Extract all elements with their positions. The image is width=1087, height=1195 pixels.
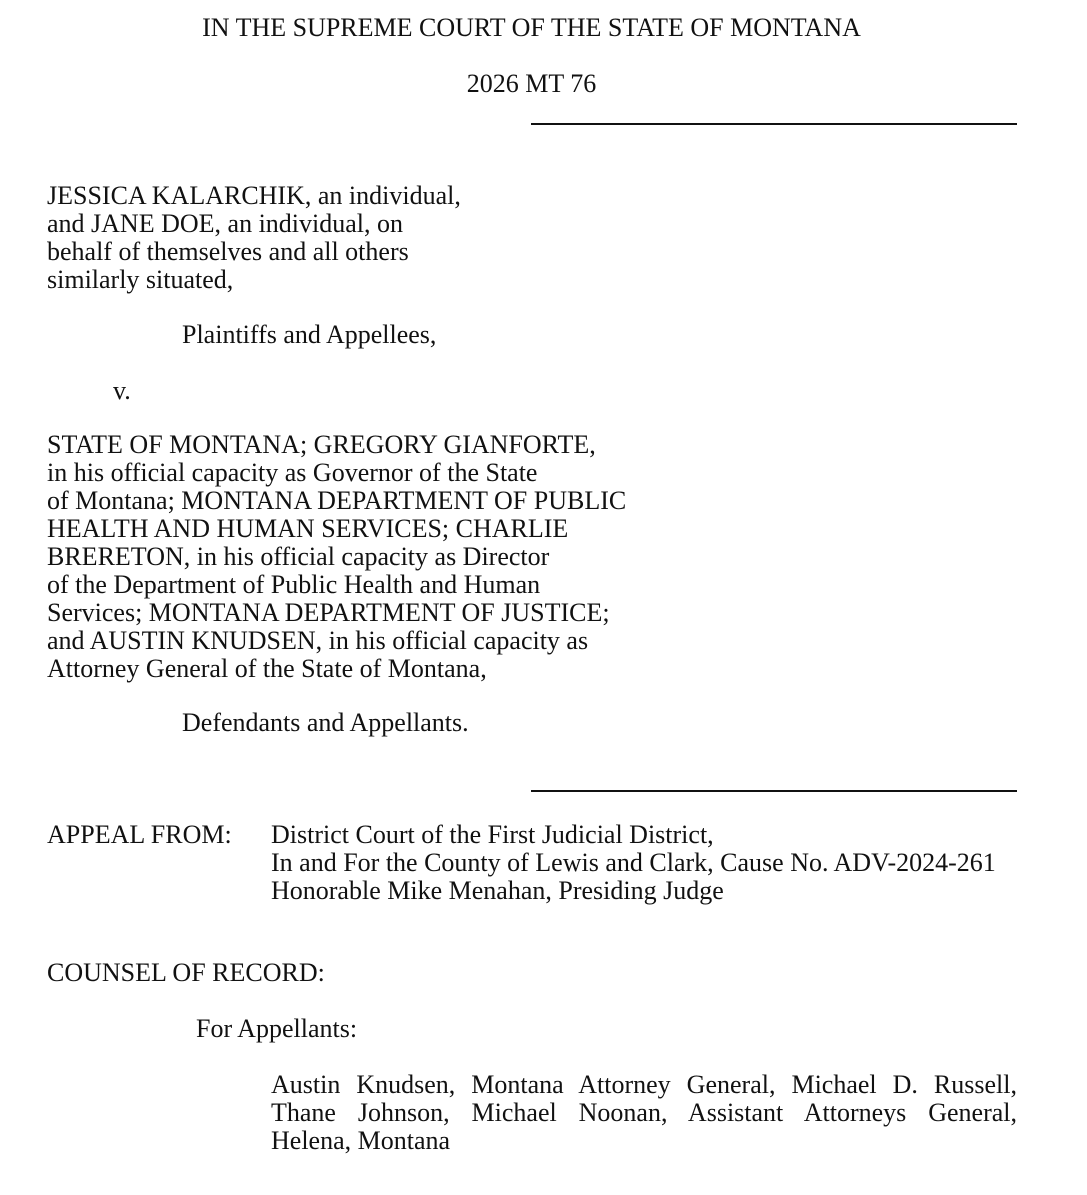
- plaintiffs-parties: [47, 182, 461, 294]
- divider-rule-top: [531, 123, 1017, 125]
- appeal-detail-line: In and For the County of Lewis and Clark, Cause No. ADV-2024-261: [271, 848, 996, 877]
- defendants-role: Defendants and Appellants.: [182, 708, 469, 737]
- plaintiffs-line: similarly situated,: [47, 265, 234, 294]
- plaintiffs-role: Plaintiffs and Appellees,: [182, 320, 437, 349]
- defendants-line: of Montana; MONTANA DEPARTMENT OF PUBLIC: [47, 486, 627, 515]
- plaintiffs-line: behalf of themselves and all others: [47, 237, 409, 266]
- court-title: IN THE SUPREME COURT OF THE STATE OF MONTANA: [202, 13, 861, 42]
- versus-label: v.: [113, 376, 131, 405]
- plaintiffs-line: JESSICA KALARCHIK, an individual,: [47, 181, 461, 210]
- counsel-of-record-label: COUNSEL OF RECORD:: [47, 958, 325, 987]
- appeal-detail-line: District Court of the First Judicial District,: [271, 820, 714, 849]
- defendants-line: and AUSTIN KNUDSEN, in his official capacity as: [47, 626, 589, 655]
- defendants-parties: [47, 431, 626, 683]
- appellants-counsel-list: [271, 1071, 1017, 1155]
- defendants-line: BRERETON, in his official capacity as Director: [47, 542, 550, 571]
- appellants-counsel-line: Austin Knudsen, Montana Attorney General, Michael D. Russell,: [271, 1070, 1017, 1099]
- defendants-line: HEALTH AND HUMAN SERVICES; CHARLIE: [47, 514, 569, 543]
- defendants-line: Attorney General of the State of Montana,: [47, 654, 487, 683]
- appeal-detail-line: Honorable Mike Menahan, Presiding Judge: [271, 876, 724, 905]
- plaintiffs-line: and JANE DOE, an individual, on: [47, 209, 404, 238]
- defendants-line: Services; MONTANA DEPARTMENT OF JUSTICE;: [47, 598, 610, 627]
- appellants-counsel-line: Thane Johnson, Michael Noonan, Assistant Attorneys General,: [271, 1098, 1017, 1127]
- case-citation: 2026 MT 76: [466, 69, 597, 98]
- divider-rule-middle: [531, 790, 1017, 792]
- defendants-line: in his official capacity as Governor of the State: [47, 458, 538, 487]
- appeal-from-details: [271, 821, 996, 905]
- defendants-line: of the Department of Public Health and Human: [47, 570, 541, 599]
- for-appellants-label: For Appellants:: [196, 1014, 358, 1043]
- appellants-counsel-line: Helena, Montana: [271, 1126, 451, 1155]
- appeal-from-label: APPEAL FROM:: [47, 820, 232, 849]
- defendants-line: STATE OF MONTANA; GREGORY GIANFORTE,: [47, 430, 596, 459]
